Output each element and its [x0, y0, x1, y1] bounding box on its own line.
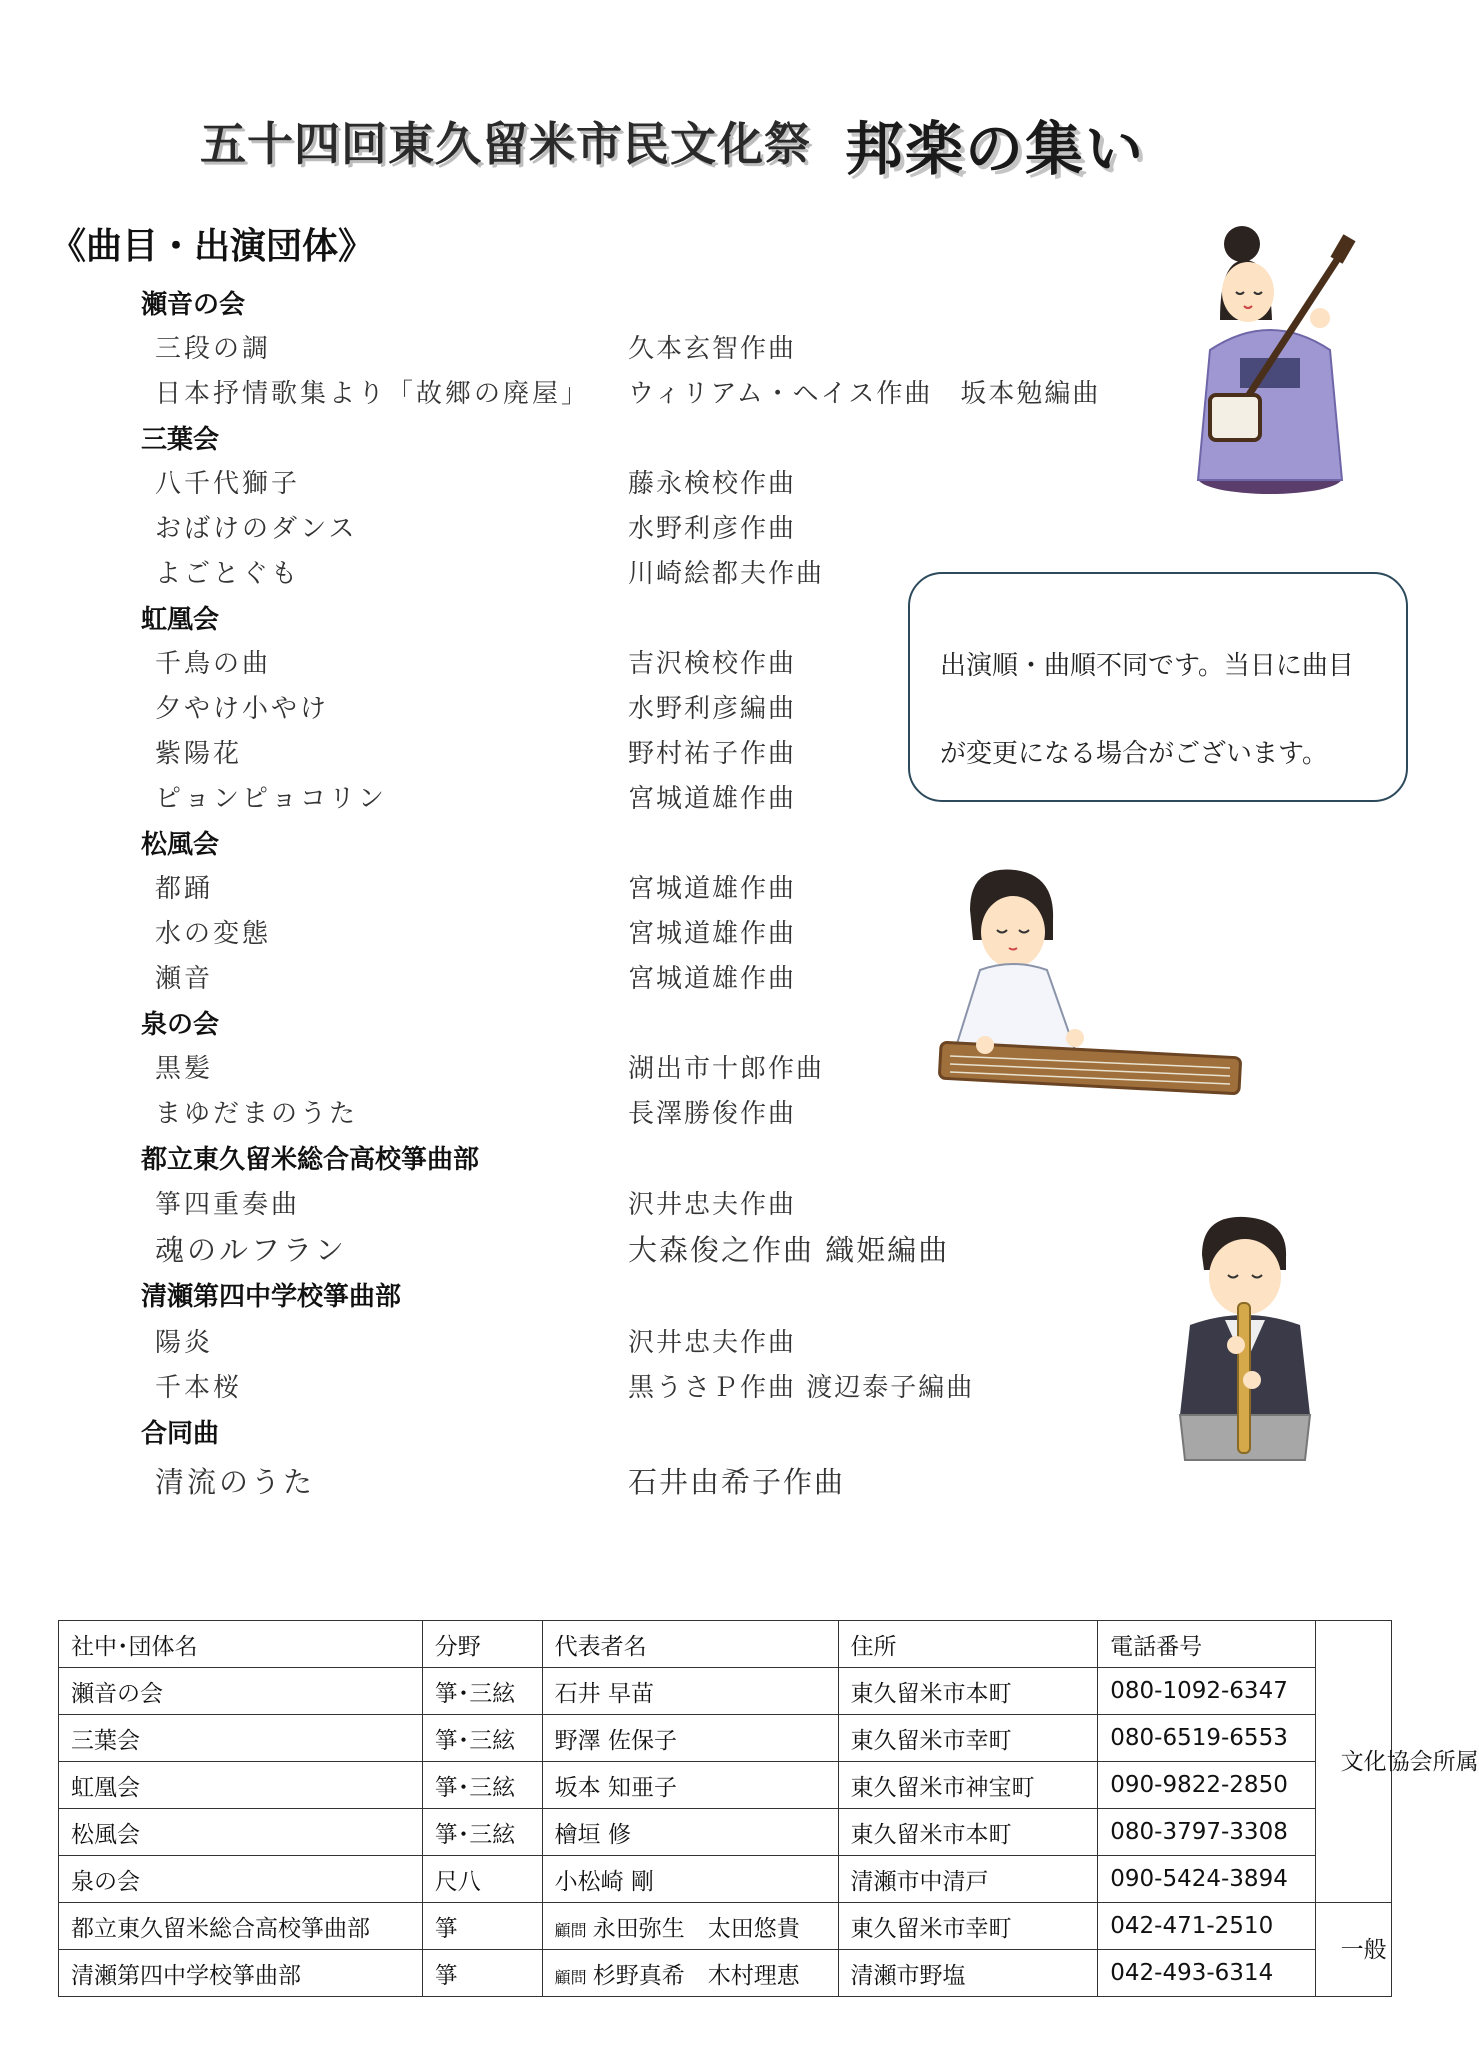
- festival-title: 五十四回東久留米市民文化祭: [200, 117, 811, 171]
- piece-title: 黒髪: [155, 1054, 214, 1084]
- piece-title: よごとぐも: [155, 559, 301, 589]
- table-row: [59, 1809, 1392, 1856]
- shamisen-player-illustration: [1170, 200, 1370, 500]
- general-label: 一般: [1340, 1936, 1387, 1963]
- program-heading: 《曲目・出演団体》: [50, 226, 375, 267]
- table-row: [59, 1668, 1392, 1715]
- representative-cell: [542, 1903, 838, 1950]
- affiliated-label: 文化協会所属: [1340, 1748, 1479, 1775]
- group-name: 虹凰会: [141, 605, 220, 635]
- piece-composer: 黒うさＰ作曲 渡辺泰子編曲: [628, 1373, 975, 1403]
- piece-title: おばけのダンス: [155, 514, 358, 544]
- piece-title: 千本桜: [155, 1373, 243, 1403]
- table-row: [59, 1715, 1392, 1762]
- representative-cell: 石井 早苗: [542, 1668, 838, 1715]
- table-header: 住所: [838, 1621, 1098, 1668]
- piece-composer: 宮城道雄作曲: [628, 784, 797, 814]
- group-name: 泉の会: [141, 1010, 220, 1040]
- phone-cell: 080-6519-6553: [1098, 1715, 1316, 1762]
- group-name-cell: 都立東久留米総合高校箏曲部: [59, 1903, 423, 1950]
- piece-title: 瀬音: [155, 964, 214, 994]
- piece-title: ピョンピョコリン: [155, 784, 388, 814]
- piece-composer: 宮城道雄作曲: [628, 874, 797, 904]
- piece-title: 千鳥の曲: [155, 649, 272, 679]
- piece-composer: 藤永検校作曲: [628, 469, 797, 499]
- piece-title: 三段の調: [155, 334, 272, 364]
- piece-composer: 野村祐子作曲: [628, 739, 797, 769]
- group-name: 都立東久留米総合高校箏曲部: [141, 1145, 480, 1175]
- table-header-row: [59, 1621, 1392, 1668]
- piece-composer: 吉沢検校作曲: [628, 649, 797, 679]
- koto-player-illustration: [925, 870, 1245, 1110]
- field-cell: 箏: [422, 1903, 542, 1950]
- piece-composer: 長澤勝俊作曲: [628, 1099, 797, 1129]
- phone-cell: 080-1092-6347: [1098, 1668, 1316, 1715]
- piece-title: まゆだまのうた: [155, 1099, 359, 1129]
- group-name-cell: 松風会: [59, 1809, 423, 1856]
- phone-cell: 080-3797-3308: [1098, 1809, 1316, 1856]
- group-info-table: [58, 1620, 1479, 1997]
- table-header: 分野: [422, 1621, 542, 1668]
- piece-title: 魂のルフラン: [155, 1233, 348, 1267]
- piece-composer: 水野利彦作曲: [628, 514, 797, 544]
- shakuhachi-player-illustration: [1170, 1215, 1320, 1465]
- phone-cell: 042-493-6314: [1098, 1950, 1316, 1997]
- event-title: 邦楽の集い: [845, 115, 1146, 183]
- address-cell: 東久留米市神宝町: [838, 1762, 1098, 1809]
- table-header: 電話番号: [1098, 1621, 1316, 1668]
- phone-cell: 090-9822-2850: [1098, 1762, 1316, 1809]
- address-cell: 東久留米市本町: [838, 1668, 1098, 1715]
- table-row: [59, 1856, 1392, 1903]
- group-name: 清瀬第四中学校箏曲部: [141, 1282, 402, 1312]
- field-cell: 箏: [422, 1950, 542, 1997]
- representative-names: 永田弥生 太田悠貴: [592, 1915, 800, 1942]
- group-name: 三葉会: [141, 425, 220, 455]
- representative-cell: 坂本 知亜子: [542, 1762, 838, 1809]
- piece-composer: 川崎絵都夫作曲: [628, 559, 825, 589]
- general-label-cell: [1316, 1903, 1392, 1997]
- table-row: [59, 1903, 1392, 1950]
- piece-composer: 宮城道雄作曲: [628, 964, 797, 994]
- table-header: 代表者名: [542, 1621, 838, 1668]
- representative-cell: 小松崎 剛: [542, 1856, 838, 1903]
- piece-title: 清流のうた: [155, 1465, 316, 1499]
- table-row: [59, 1762, 1392, 1809]
- piece-composer: 沢井忠夫作曲: [628, 1190, 797, 1220]
- advisor-label: 顧問: [554, 1967, 587, 1987]
- address-cell: 清瀬市野塩: [838, 1950, 1098, 1997]
- piece-title: 水の変態: [155, 919, 272, 949]
- field-cell: 箏･三絃: [422, 1762, 542, 1809]
- piece-composer: 宮城道雄作曲: [628, 919, 797, 949]
- notice-line: が変更になる場合がございます。: [940, 739, 1328, 769]
- field-cell: 箏･三絃: [422, 1668, 542, 1715]
- representative-cell: 野澤 佐保子: [542, 1715, 838, 1762]
- piece-composer: 沢井忠夫作曲: [628, 1328, 797, 1358]
- piece-composer: 石井由希子作曲: [628, 1465, 846, 1499]
- group-name-cell: 清瀬第四中学校箏曲部: [59, 1950, 423, 1997]
- field-cell: 箏･三絃: [422, 1809, 542, 1856]
- piece-title: 陽炎: [155, 1328, 214, 1358]
- piece-title: 日本抒情歌集より「故郷の廃屋」: [155, 379, 591, 409]
- phone-cell: 042-471-2510: [1098, 1903, 1316, 1950]
- piece-title: 夕やけ小やけ: [155, 694, 330, 724]
- group-name-cell: 瀬音の会: [59, 1668, 423, 1715]
- advisor-label: 顧問: [554, 1920, 587, 1940]
- notice-box: [908, 572, 1408, 802]
- piece-title: 紫陽花: [155, 739, 243, 769]
- field-cell: 箏･三絃: [422, 1715, 542, 1762]
- piece-title: 八千代獅子: [155, 469, 301, 499]
- piece-composer: 水野利彦編曲: [628, 694, 797, 724]
- address-cell: 東久留米市幸町: [838, 1715, 1098, 1762]
- piece-composer: 大森俊之作曲 織姫編曲: [628, 1233, 950, 1267]
- group-name: 合同曲: [141, 1419, 220, 1449]
- address-cell: 東久留米市幸町: [838, 1903, 1098, 1950]
- address-cell: 清瀬市中清戸: [838, 1856, 1098, 1903]
- representative-cell: [542, 1950, 838, 1997]
- field-cell: 尺八: [422, 1856, 542, 1903]
- phone-cell: 090-5424-3894: [1098, 1856, 1316, 1903]
- table-row: [59, 1950, 1392, 1997]
- group-name-cell: 泉の会: [59, 1856, 423, 1903]
- representative-cell: 檜垣 修: [542, 1809, 838, 1856]
- group-name: 松風会: [141, 830, 220, 860]
- piece-composer: 湖出市十郎作曲: [628, 1054, 825, 1084]
- group-name-cell: 虹凰会: [59, 1762, 423, 1809]
- table-header: 社中･団体名: [59, 1621, 423, 1668]
- group-name: 瀬音の会: [141, 290, 246, 320]
- piece-composer: 久本玄智作曲: [628, 334, 797, 364]
- group-name-cell: 三葉会: [59, 1715, 423, 1762]
- piece-composer: ウィリアム・ヘイス作曲 坂本勉編曲: [628, 379, 1101, 409]
- address-cell: 東久留米市本町: [838, 1809, 1098, 1856]
- representative-names: 杉野真希 木村理恵: [592, 1962, 800, 1989]
- piece-title: 箏四重奏曲: [155, 1190, 301, 1220]
- piece-title: 都踊: [155, 874, 214, 904]
- notice-line: 出演順・曲順不同です。当日に曲目: [940, 651, 1354, 681]
- affiliated-label-cell: [1316, 1621, 1479, 1903]
